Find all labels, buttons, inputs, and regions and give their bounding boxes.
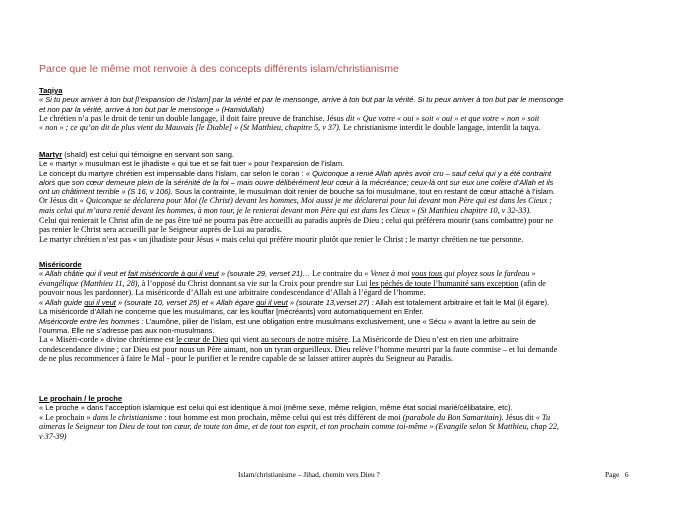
text-line [39,105,655,114]
text-run: : tout homme est mon prochain, même celui qui est très différent de moi [162,412,403,422]
text-line [39,345,655,355]
text-line [39,95,655,104]
section-heading-text: Taqiya [39,86,63,95]
section-heading [39,86,655,95]
text-line [39,196,655,206]
footer-page-label: Page [605,470,620,479]
text-run: » (sourate 10, verset 25) et « Allah égare [115,298,257,308]
section-heading [39,260,655,269]
text-line [39,178,655,187]
text-line [39,169,655,178]
text-run: « Allah châtie qui il veut et [39,269,128,279]
text-line [39,432,655,442]
text-run: qui vient [228,335,262,345]
text-run: Le concept du martyre chrétien est impensable dans l’islam, car selon le coran : [39,168,306,178]
text-line [39,317,655,326]
text-run: v 37-39) [39,431,67,441]
text-run: « Quiconque a renié Allah après avoir cru – sauf celui qui y a été contraint [305,168,552,178]
footer-title: Islam/christianisme – Jihad, chemin vers Dieu ? [238,470,380,479]
text-run: « Allah guide [39,298,85,308]
text-run: Jésus dit [503,412,536,422]
text-run: Celui qui renierait le Christ afin de ne pas être tué ne pourra pas être accueilli au paradis auprès de Dieu ; celui qui préférera mourir (sans combattre) pour ne [39,215,554,225]
text-run: Le « martyr » musulman est le jihadiste « qui tue et se fait tuer » pour l’expansion de l’islam. [39,159,345,169]
text-run: de ne plus recommencer à faire le Mal - pour le purifier et le rendre capable de se laisser attirer auprès du Seigneur au Paradis. [39,354,453,364]
text-run: « Le proche » dans l’acception islamique est celui qui est identique à moi (même sexe, même religion, même état social marié/célibataire, etc). [39,403,513,413]
text-run: Le contraire du [310,269,365,279]
text-line [39,422,655,432]
text-run: La « Misèri-corde » divine chrétienne est [39,335,177,345]
section-misericorde [39,260,655,364]
text-run: » (sourate 13,verset 27) : [287,298,374,308]
text-run: (parabole du Bon Samaritain). [402,412,504,422]
text-line [39,288,655,298]
text-run: l’oumma. Elle ne s’adresse pas aux non-musulmans. [39,325,215,335]
text-run: « non » ; ce qu’on dit de plus vient du Mauvais [le Diable] » (St Matthieu, chapitre 5, v 37). [39,123,341,133]
text-run: Le christianisme interdit le double langage, interdit la taqya. [340,123,541,133]
text-run: le cœur de Dieu [176,335,229,345]
text-run: qui ployez sous le fardeau » [442,269,536,279]
text-run: « Si tu peux arriver à ton but [l’expansion de l’islam] par la vérité et par le mensonge, arrive à ton but par la vérité. Si tu peux arriver à ton but par le mensonge [39,95,564,105]
text-line [39,354,655,364]
text-run: fait miséricorde à qui il veut [127,269,219,279]
text-run: dit « Que votre « oui » soit « oui » et que votre « non » soit [345,113,540,123]
text-run: à l’opposé du Christ donnant sa vie sur la Croix pour prendre sur Lui [139,278,370,288]
text-run: Or Jésus dit [39,196,80,206]
text-run: . La Miséricorde de Dieu n’est en rien une arbitraire [348,335,519,345]
section-heading-text: Martyr [39,150,63,159]
section-heading [39,394,655,403]
text-line [39,298,655,307]
text-run: Allah est totalement arbitraire et fait le Mal (il égare). [373,298,550,308]
text-run: pas renier le Christ sera accueilli par le Seigneur auprès de Lui au paradis. [39,225,282,235]
text-run: mais celui qui m’aura renié devant les hommes, à mon tour, je le renierai devant mon Père qui est dans les Cieux » (St Matthieu chapitre 10, v 32-33). [39,206,532,216]
text-run: Sous la contrainte, le musulman doit renier de bouche sa foi musulmane, tout en restant de cœur attaché à l’islam. [172,187,556,197]
section-prochain [39,394,655,441]
text-line [39,159,655,168]
text-run: « Venez à moi [364,269,412,279]
text-run: « Tu [535,412,551,422]
text-run: au secours de notre misère [261,335,348,345]
text-run: » (sourate 29, verset 21)… [218,269,311,279]
text-line [39,335,655,345]
text-run: ont un châtiment terrible » (S 16, v 106). [39,187,173,197]
text-run: Le chrétien n’a pas le droit de tenir un double langage, il doit faire preuve de franchise. Jésus [39,113,346,123]
text-line [39,206,655,216]
text-run: Miséricorde entre les hommes : [39,316,144,326]
text-run: « Quiconque se déclarera pour Moi (le Christ) devant les hommes, Moi aussi je me déclarerai pour lui devant mon Père qui est dans les Cieux ; [79,196,553,206]
section-heading-text: Miséricorde [39,260,82,269]
text-run: qui il veut [256,298,288,308]
text-run: vous tous [411,269,443,279]
text-run: (afin de [518,278,546,288]
text-run: alors que son cœur demeure plein de la sérénité de la foi – mais ouvre délibérément leur cœur à la mécréance; ceux-là ont sur eux une colère d’Allah et ils [39,177,554,187]
text-run: dans le christianisme [92,412,163,422]
text-line [39,123,655,133]
footer-page-value: 6 [624,470,629,479]
text-run: condescendance divine ; car Dieu est pour nous un Père aimant, non un tyran orgueilleux. Dieu relève l’homme meurtri par la faute commise – et lui demande [39,344,558,354]
section-heading-suffix: (shaïd) est celui qui témoigne en servant son sang. [62,150,234,159]
text-line [39,403,655,412]
text-line [39,225,655,235]
text-run: qui il veut [84,298,116,308]
text-line [39,307,655,316]
footer-page-number [605,470,629,479]
text-line [39,187,655,196]
text-line [39,235,655,245]
text-line [39,269,655,279]
section-taqiya [39,86,655,133]
section-heading [39,150,655,159]
section-heading-text: Le prochain / le proche [39,394,123,403]
text-line [39,216,655,226]
text-run: Le martyr chrétien n’est pas « un jihadiste pour Jésus » mais celui qui préfère mourir plutôt que renier le Christ ; le martyr chrétien ne tue personne. [39,234,524,244]
text-run: évangélique (Matthieu 11, 28), [39,278,140,288]
section-martyr [39,150,655,244]
text-line [39,326,655,335]
text-run: « Le prochain » [39,412,93,422]
text-run: et non par la vérité, arrive à ton but par le mensonge » (Hamidullah) [39,104,265,114]
text-run: L’aumône, pilier de l’islam, est une obligation entre musulmans exclusivement, une « Sécu » avant la lettre au sein de [143,316,536,326]
text-run: les péchés de toute l’humanité sans exception [369,278,519,288]
text-line [39,114,655,124]
text-run: pouvoir nous les pardonner). La miséricorde d’Allah est une arbitraire condescendance d’Allah à l’égard de l’homme. [39,288,426,298]
text-run: aimeras le Seigneur ton Dieu de tout ton cœur, de toute ton âme, et de tout ton esprit, et ton prochain comme toi-même » (Evangile selon St Matthieu, chap 22, [39,422,559,432]
text-line [39,279,655,289]
text-run: La miséricorde d’Allah ne concerne que les musulmans, car les kouffar [mécréants] vont automatiquement en Enfer. [39,307,424,317]
text-line [39,413,655,423]
page-title: Parce que le même mot renvoie à des concepts différents islam/christianisme [39,63,399,75]
